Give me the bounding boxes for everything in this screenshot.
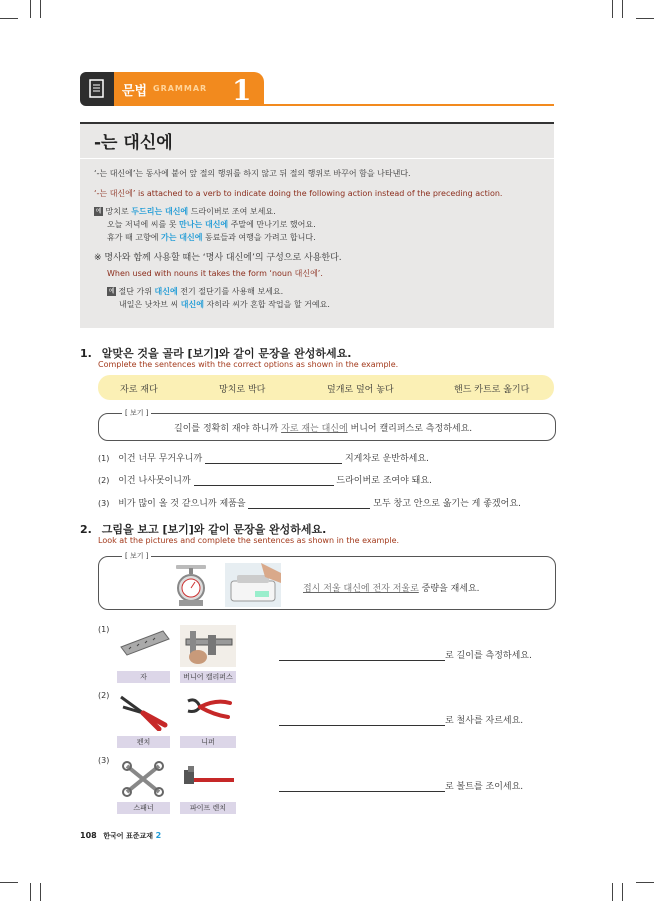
spanner-image [117, 760, 171, 798]
book-volume: 2 [155, 831, 162, 840]
picture-label: 니퍼 [180, 736, 236, 748]
answer-blank[interactable] [205, 453, 342, 464]
crop-mark [0, 882, 18, 883]
crop-mark [40, 883, 41, 901]
crop-mark [636, 882, 654, 883]
q1-item-3 [98, 496, 521, 509]
item-text: 이건 너무 무거우니까 [118, 454, 203, 464]
example-line-5 [119, 299, 330, 310]
example-text: 동료들과 여행을 가려고 합니다. [202, 233, 316, 242]
example-text: 자히라 씨가 혼합 작업을 할 거예요. [203, 300, 330, 309]
picture-label: 파이프 렌치 [180, 802, 236, 814]
example-line-4 [107, 286, 283, 297]
picture-label: 펜치 [117, 736, 170, 748]
example-underlined: 자로 재는 대신에 [281, 424, 348, 434]
crop-mark [612, 883, 613, 901]
platform-scale-image [170, 562, 212, 608]
item-text: 로 길이를 측정하세요. [445, 651, 532, 661]
item-number: (1) [98, 454, 110, 463]
item-text: 로 볼트를 조이세요. [445, 782, 524, 792]
q1-example-sentence [174, 421, 472, 434]
q1-title [80, 345, 351, 361]
example-highlight: 대신에 [180, 300, 204, 309]
item-text: 드라이버로 조여야 돼요. [336, 476, 432, 486]
picture-label: 자 [117, 671, 170, 683]
example-line-2 [107, 219, 316, 230]
q2-item-2 [279, 713, 523, 726]
example-underlined: 접시 저울 대신에 전자 저울로 [303, 584, 419, 594]
example-line-3 [107, 232, 316, 243]
crop-mark [612, 0, 613, 18]
q2-example-sentence [303, 581, 480, 594]
example-highlight: 가는 대신에 [161, 233, 203, 242]
q2-subtitle: Look at the pictures and complete the sentences as shown in the example. [98, 536, 400, 545]
pliers-image [117, 693, 171, 731]
item-number: (1) [98, 625, 110, 634]
example-text: 오늘 저녁에 씨를 못 [107, 220, 179, 229]
document-icon-box [80, 72, 114, 106]
book-title: 한국어 표준교재 [103, 832, 154, 840]
example-highlight: 두드리는 대신에 [131, 207, 189, 216]
pipe-wrench-image [180, 760, 236, 798]
page-footer [80, 831, 161, 841]
crop-mark [30, 0, 31, 18]
section-subtitle: GRAMMAR [153, 84, 208, 93]
answer-blank[interactable] [194, 475, 334, 486]
example-text: 휴가 때 고향에 [107, 233, 161, 242]
q2-item-1 [279, 648, 532, 661]
item-text: 모두 창고 안으로 옮기는 게 좋겠어요. [373, 499, 521, 509]
noun-note-en: When used with nouns it takes the form ‘noun 대신에’. [107, 269, 323, 278]
example-text: 내일은 낫차브 씨 [119, 300, 181, 309]
crop-mark [622, 0, 623, 18]
nipper-image [180, 693, 234, 731]
crop-mark [622, 883, 623, 901]
item-number: (2) [98, 476, 110, 485]
picture-label: 버니어 캘리퍼스 [180, 671, 236, 683]
answer-blank[interactable] [279, 781, 445, 792]
example-text: 주말에 만나기로 했어요. [228, 220, 316, 229]
header-rule [264, 104, 554, 106]
q1-subtitle: Complete the sentences with the correct options as shown in the example. [98, 360, 399, 369]
section-title: 문법 [122, 84, 148, 99]
crop-mark [636, 18, 654, 19]
q2-title [80, 521, 326, 537]
q2-item-3 [279, 779, 523, 792]
vernier-caliper-image [180, 625, 236, 667]
q1-title-text: 알맞은 것을 골라 [보기]와 같이 문장을 완성하세요. [101, 347, 352, 360]
example-highlight: 만나는 대신에 [179, 220, 229, 229]
example-text: 길이를 정확히 재야 하니까 [174, 424, 282, 434]
q2-number: 2. [80, 523, 92, 536]
example-text: 버니어 캘리퍼스로 측정하세요. [347, 424, 473, 434]
electronic-scale-image [225, 563, 281, 607]
crop-mark [0, 18, 18, 19]
item-text: 비가 많이 올 것 같으니까 제품을 [118, 499, 246, 509]
picture-label: 스패너 [117, 802, 170, 814]
crop-mark [30, 883, 31, 901]
option-item: 덮개로 덮어 놓다 [327, 385, 394, 395]
example-text: 절단 가위 [118, 287, 155, 296]
answer-blank[interactable] [279, 715, 445, 726]
grammar-title: -는 대신에 [94, 133, 173, 153]
example-line-1 [94, 206, 276, 217]
answer-blank[interactable] [248, 498, 370, 509]
noun-note-ko: ※ 명사와 함께 사용할 때는 ‘명사 대신에’의 구성으로 사용한다. [94, 253, 342, 263]
example-text: 드라이버로 조여 보세요. [188, 207, 276, 216]
grammar-divider [80, 158, 554, 159]
q1-example-label: [ 보기 ] [122, 408, 151, 418]
q1-number: 1. [80, 347, 92, 360]
document-icon [80, 72, 114, 106]
page-number: 108 [80, 831, 97, 840]
q2-example-label: [ 보기 ] [122, 551, 151, 561]
example-text: 중량을 재세요. [418, 584, 480, 594]
example-marker: 예 [95, 208, 102, 215]
grammar-desc-en: ‘-는 대신에’ is attached to a verb to indicate doing the following action instead of the preceding action. [94, 189, 503, 198]
example-highlight: 대신에 [154, 287, 178, 296]
answer-blank[interactable] [279, 650, 445, 661]
example-text: 전기 절단기를 사용해 보세요. [177, 287, 284, 296]
item-number: (3) [98, 756, 110, 765]
grammar-desc-ko: ‘-는 대신에’는 동사에 붙어 앞 절의 행위를 하지 않고 뒤 절의 행위로 바꾸어 함을 나타낸다. [94, 169, 411, 178]
example-marker: 예 [108, 288, 115, 295]
item-number: (3) [98, 499, 110, 508]
item-number: (2) [98, 691, 110, 700]
example-text: 망치로 [105, 207, 132, 216]
item-text: 이건 나사못이니까 [118, 476, 191, 486]
option-item: 망치로 박다 [219, 385, 266, 395]
ruler-image [117, 625, 173, 665]
q1-item-2 [98, 473, 432, 486]
section-number: 1 [232, 74, 252, 107]
q1-item-1 [98, 451, 429, 464]
q2-title-text: 그림을 보고 [보기]와 같이 문장을 완성하세요. [101, 523, 327, 536]
option-item: 핸드 카트로 옮기다 [454, 385, 530, 395]
crop-mark [40, 0, 41, 18]
item-text: 지게차로 운반하세요. [344, 454, 429, 464]
item-text: 로 철사를 자르세요. [445, 716, 524, 726]
option-item: 자로 재다 [120, 385, 158, 395]
